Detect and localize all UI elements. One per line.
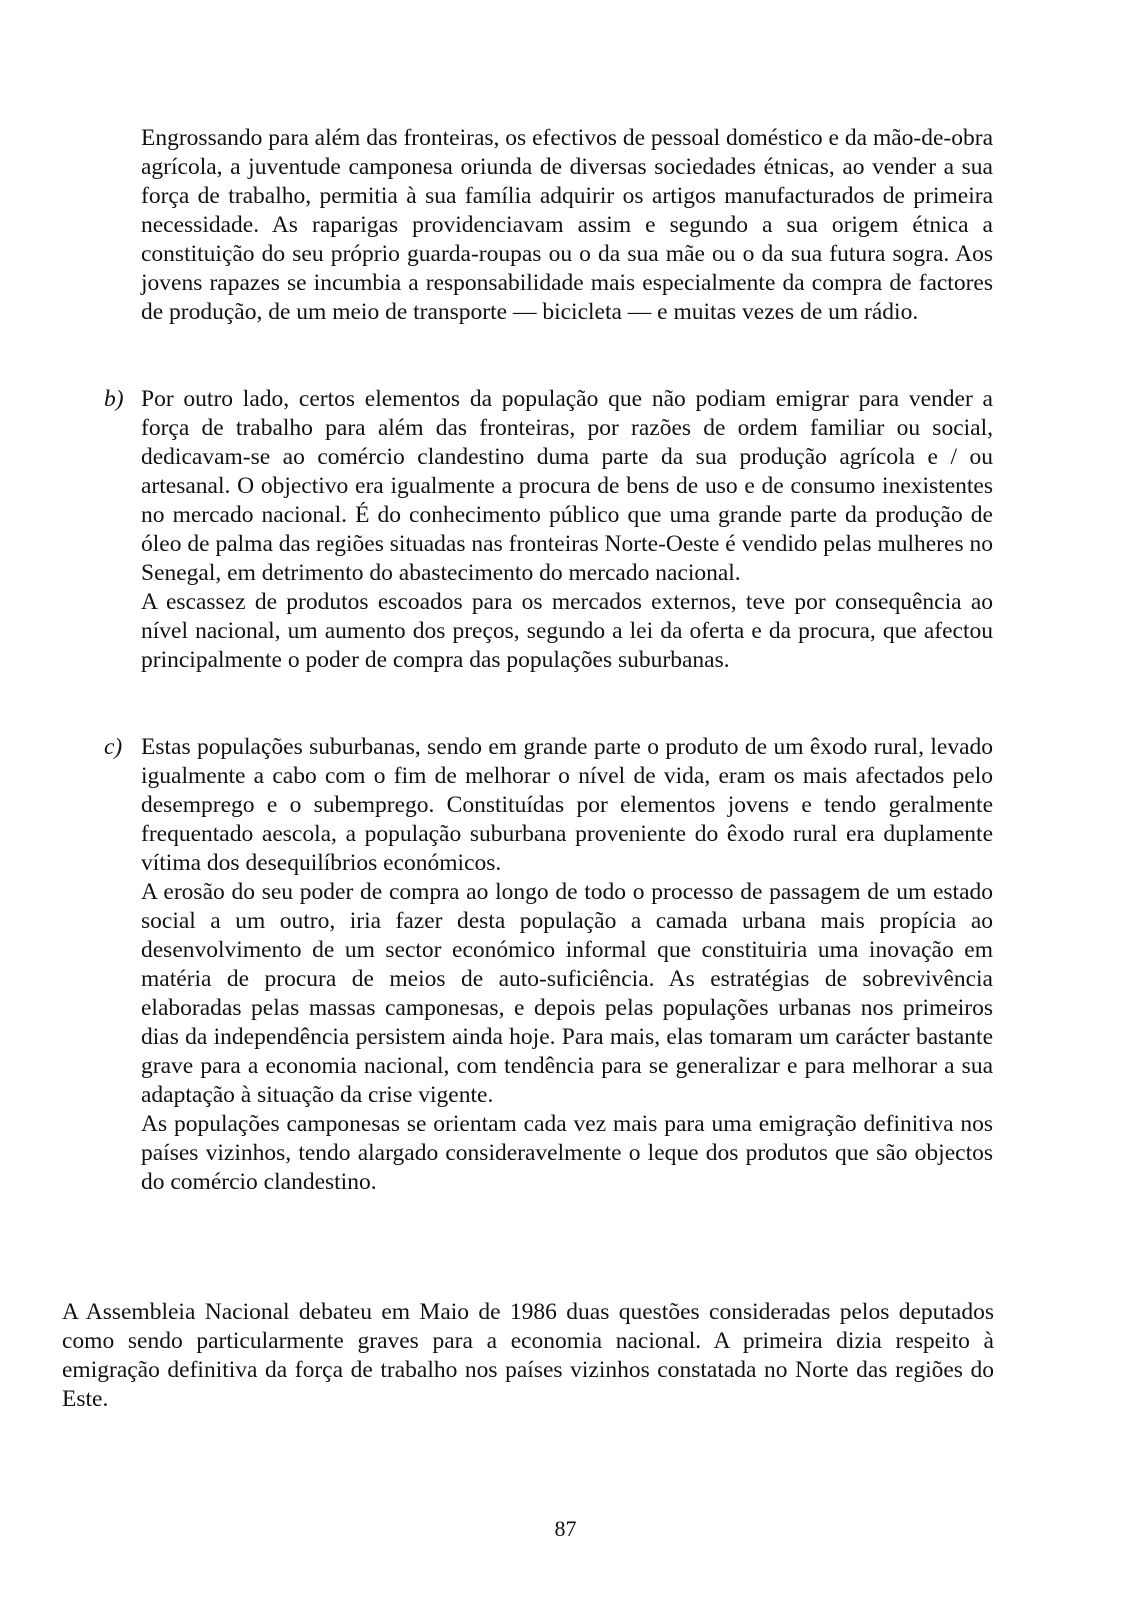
item-b-paragraph-1: Por outro lado, certos elementos da população que não podiam emigrar para vender a força de trabalho para além das fronteiras, por razões de ordem familiar ou social, dedicavam-se ao comércio clandestino duma parte da sua produção agrícola e / ou artesanal. O objectivo era igualmente a procura de bens de uso e de consumo inexistentes no mercado nacional. É do conhecimento público que uma grande parte da produção de óleo de palma das regiões situadas nas fronteiras Norte-Oeste é vendido pelas mulheres no Senegal, em detrimento do abastecimento do mercado nacional.: [141, 386, 993, 586]
item-c-marker: c): [104, 734, 123, 760]
item-c-paragraph-3: As populações camponesas se orientam cada vez mais para uma emigração definitiva nos países vizinhos, tendo alargado consideravelmente o leque dos produtos que são objectos do comércio clandestino.: [141, 1111, 993, 1195]
list-item-c: [104, 733, 993, 1197]
item-a-paragraph-1: Engrossando para além das fronteiras, os efectivos de pessoal doméstico e da mão-de-obra agrícola, a juventude camponesa oriunda de diversas sociedades étnicas, ao vender a sua força de trabalho, permitia à sua família adquirir os artigos manufacturados de primeira necessidade. As raparigas providenciavam assim e segundo a sua origem étnica a constituição do seu próprio guarda-roupas ou o da sua mãe ou o da sua futura sogra. Aos jovens rapazes se incumbia a responsabilidade mais especialmente da compra de factores de produção, de um meio de transporte — bicicleta — e muitas vezes de um rádio.: [141, 125, 993, 325]
item-b-paragraph-2: A escassez de produtos escoados para os mercados externos, teve por consequência ao nível nacional, um aumento dos preços, segundo a lei da oferta e da procura, que afectou principalmente o poder de compra das populações suburbanas.: [141, 589, 993, 673]
item-c-paragraph-1: Estas populações suburbanas, sendo em grande parte o produto de um êxodo rural, levado igualmente a cabo com o fim de melhorar o nível de vida, eram os mais afectados pelo desemprego e o subemprego. Constituídas por elementos jovens e tendo geralmente frequentado aescola, a população suburbana proveniente do êxodo rural era duplamente vítima dos desequilíbrios económicos.: [141, 734, 993, 876]
item-c-paragraph-2: A erosão do seu poder de compra ao longo de todo o processo de passagem de um estado social a um outro, iria fazer desta população a camada urbana mais propícia ao desenvolvimento de um sector económico informal que constituiria uma inovação em matéria de procura de meios de auto-suficiência. As estratégias de sobrevivência elaboradas pelas massas camponesas, e depois pelas populações urbanas nos primeiros dias da independência persistem ainda hoje. Para mais, elas tomaram um carácter bastante grave para a economia nacional, com tendência para se generalizar e para melhorar a sua adaptação à situação da crise vigente.: [141, 879, 993, 1108]
closing-paragraph: A Assembleia Nacional debateu em Maio de 1986 duas questões consideradas pelos deputados como sendo particularmente graves para a economia nacional. A primeira dizia respeito à emigração definitiva da força de trabalho nos países vizinhos constatada no Norte das regiões do Este.: [62, 1299, 994, 1412]
page-number: 87: [554, 1516, 577, 1541]
item-b-marker: b): [104, 386, 124, 412]
list-item-a: [141, 124, 993, 327]
list-item-b: [104, 385, 993, 675]
